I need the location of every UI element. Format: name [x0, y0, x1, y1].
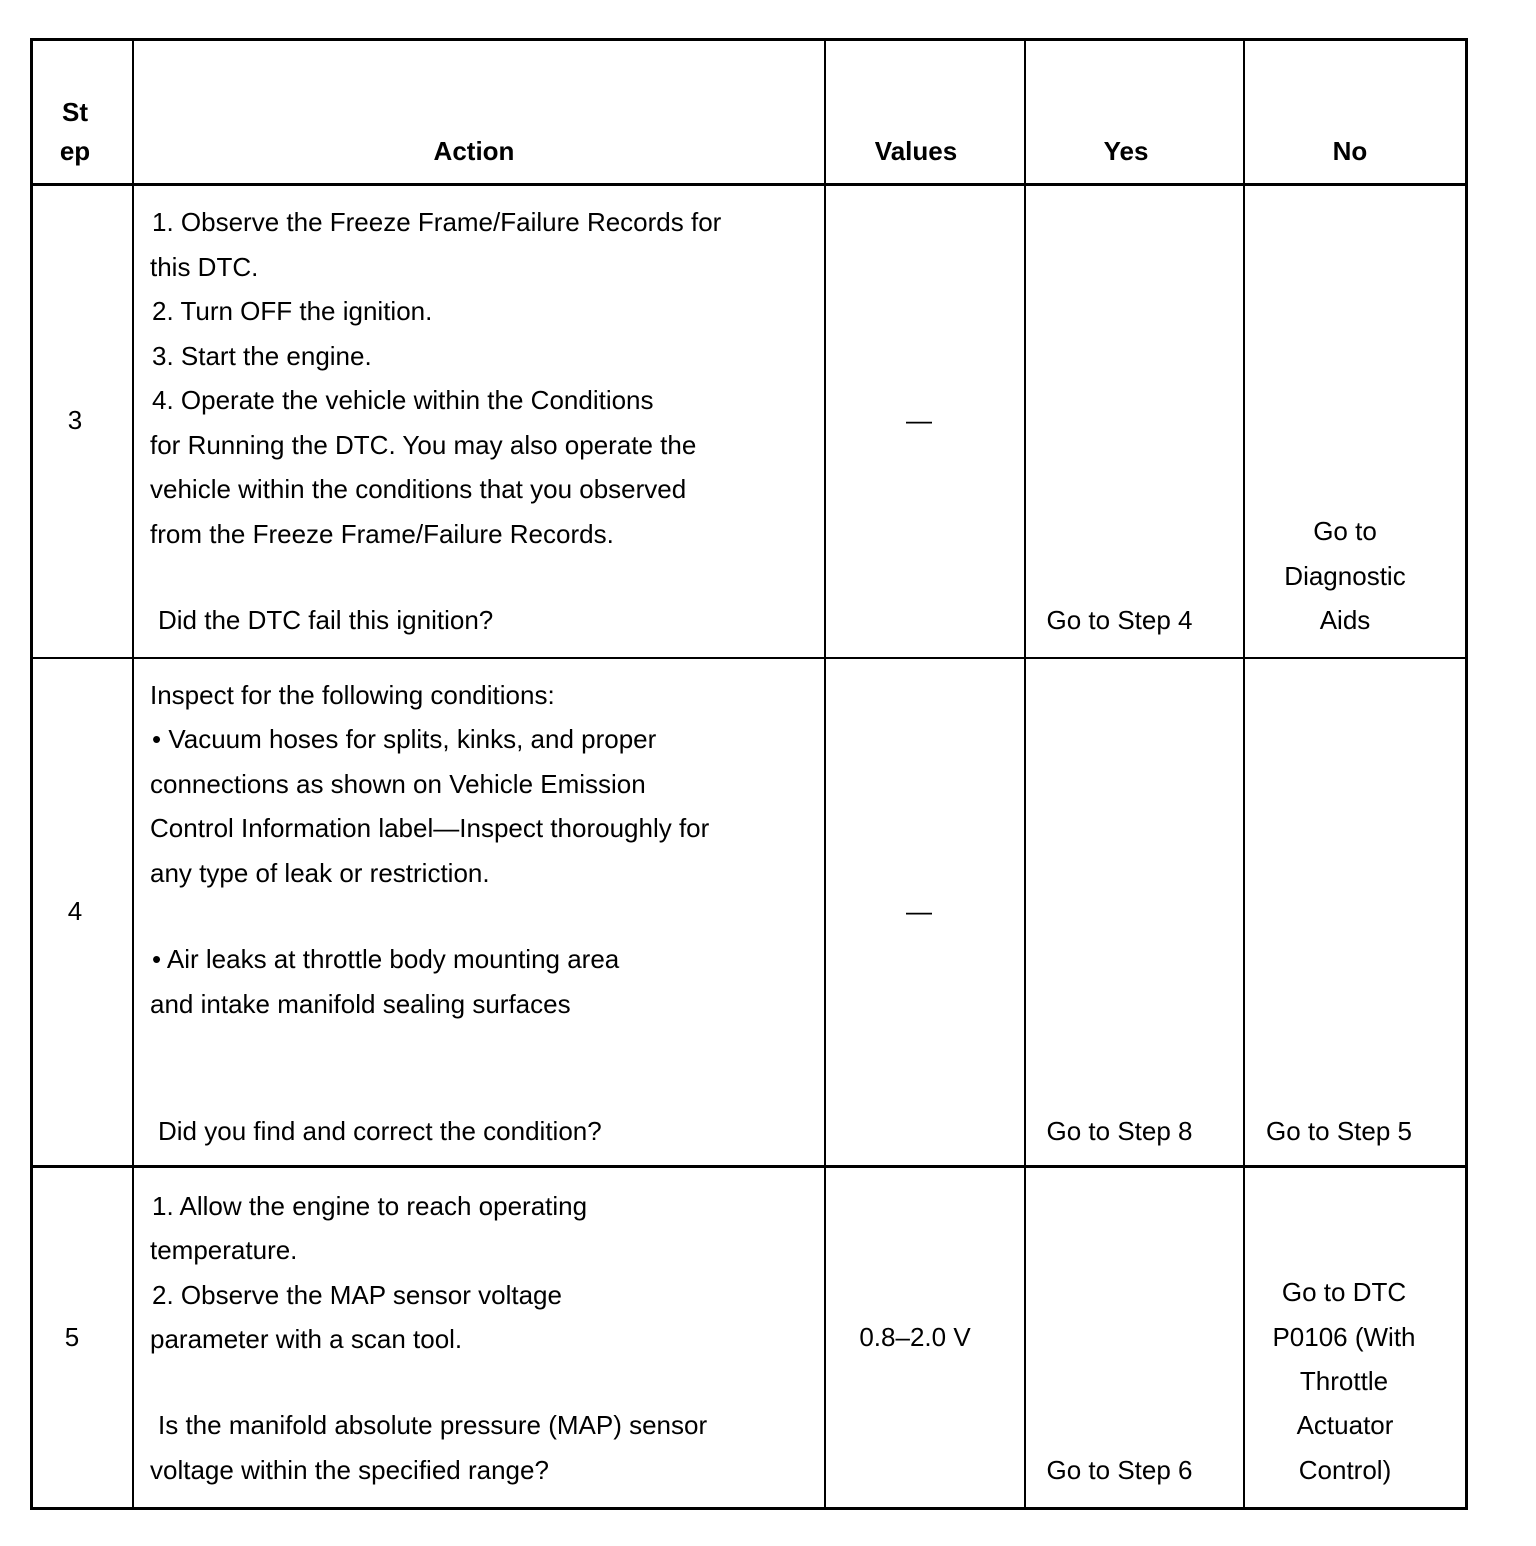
action-line: 4. Operate the vehicle within the Conditions — [152, 385, 654, 415]
action-line: • Air leaks at throttle body mounting area — [152, 944, 620, 974]
question-text: Is the manifold absolute pressure (MAP) sensor — [158, 1410, 708, 1440]
yes-cell: Go to Step 4 — [1046, 605, 1193, 635]
action-line: Inspect for the following conditions: — [150, 680, 555, 710]
no-line: Control) — [1298, 1455, 1392, 1485]
no-line: P0106 (With — [1272, 1322, 1416, 1352]
yes-cell: Go to Step 6 — [1046, 1455, 1193, 1485]
column-divider — [824, 41, 826, 1507]
header-yes: Yes — [1103, 136, 1149, 166]
action-line: 2. Observe the MAP sensor voltage — [152, 1280, 562, 1310]
action-line: temperature. — [150, 1235, 298, 1265]
action-line: for Running the DTC. You may also operate the — [150, 430, 697, 460]
step-number: 3 — [67, 405, 83, 435]
header-divider — [33, 183, 1465, 186]
column-divider — [132, 41, 134, 1507]
action-line: • Vacuum hoses for splits, kinks, and proper — [152, 724, 657, 754]
action-line: 3. Start the engine. — [152, 341, 372, 371]
header-step-line2: ep — [59, 136, 91, 166]
no-line: Go to — [1313, 516, 1377, 546]
action-line: this DTC. — [150, 252, 259, 282]
value-cell: — — [906, 896, 932, 926]
action-line: vehicle within the conditions that you observed — [150, 474, 687, 504]
step-number: 4 — [67, 896, 83, 926]
action-line: any type of leak or restriction. — [150, 858, 490, 888]
header-action: Action — [433, 136, 515, 166]
no-cell: Go to Step 5 — [1266, 1116, 1412, 1146]
no-line: Diagnostic — [1284, 561, 1406, 591]
header-no: No — [1332, 136, 1368, 166]
action-line: and intake manifold sealing surfaces — [150, 989, 571, 1019]
question-text: Did the DTC fail this ignition? — [158, 605, 494, 635]
row-divider — [33, 657, 1465, 659]
header-step-line1: St — [62, 97, 88, 127]
question-text: voltage within the specified range? — [150, 1455, 549, 1485]
action-line: parameter with a scan tool. — [150, 1324, 463, 1354]
no-line: Go to DTC — [1281, 1277, 1407, 1307]
row-divider — [33, 1165, 1465, 1168]
yes-cell: Go to Step 8 — [1046, 1116, 1193, 1146]
no-line: Aids — [1319, 605, 1371, 635]
step-number: 5 — [64, 1322, 80, 1352]
action-line: connections as shown on Vehicle Emission — [150, 769, 646, 799]
value-cell: — — [906, 405, 932, 435]
action-line: 1. Observe the Freeze Frame/Failure Records for — [152, 207, 722, 237]
action-line: 1. Allow the engine to reach operating — [152, 1191, 588, 1221]
question-text: Did you find and correct the condition? — [158, 1116, 602, 1146]
no-line: Actuator — [1296, 1410, 1394, 1440]
column-divider — [1024, 41, 1026, 1507]
no-line: Throttle — [1299, 1366, 1389, 1396]
action-line: Control Information label—Inspect thoroughly for — [150, 813, 710, 843]
action-line: from the Freeze Frame/Failure Records. — [150, 519, 614, 549]
header-values: Values — [874, 136, 958, 166]
action-line: 2. Turn OFF the ignition. — [152, 296, 433, 326]
value-cell: 0.8–2.0 V — [859, 1322, 971, 1352]
